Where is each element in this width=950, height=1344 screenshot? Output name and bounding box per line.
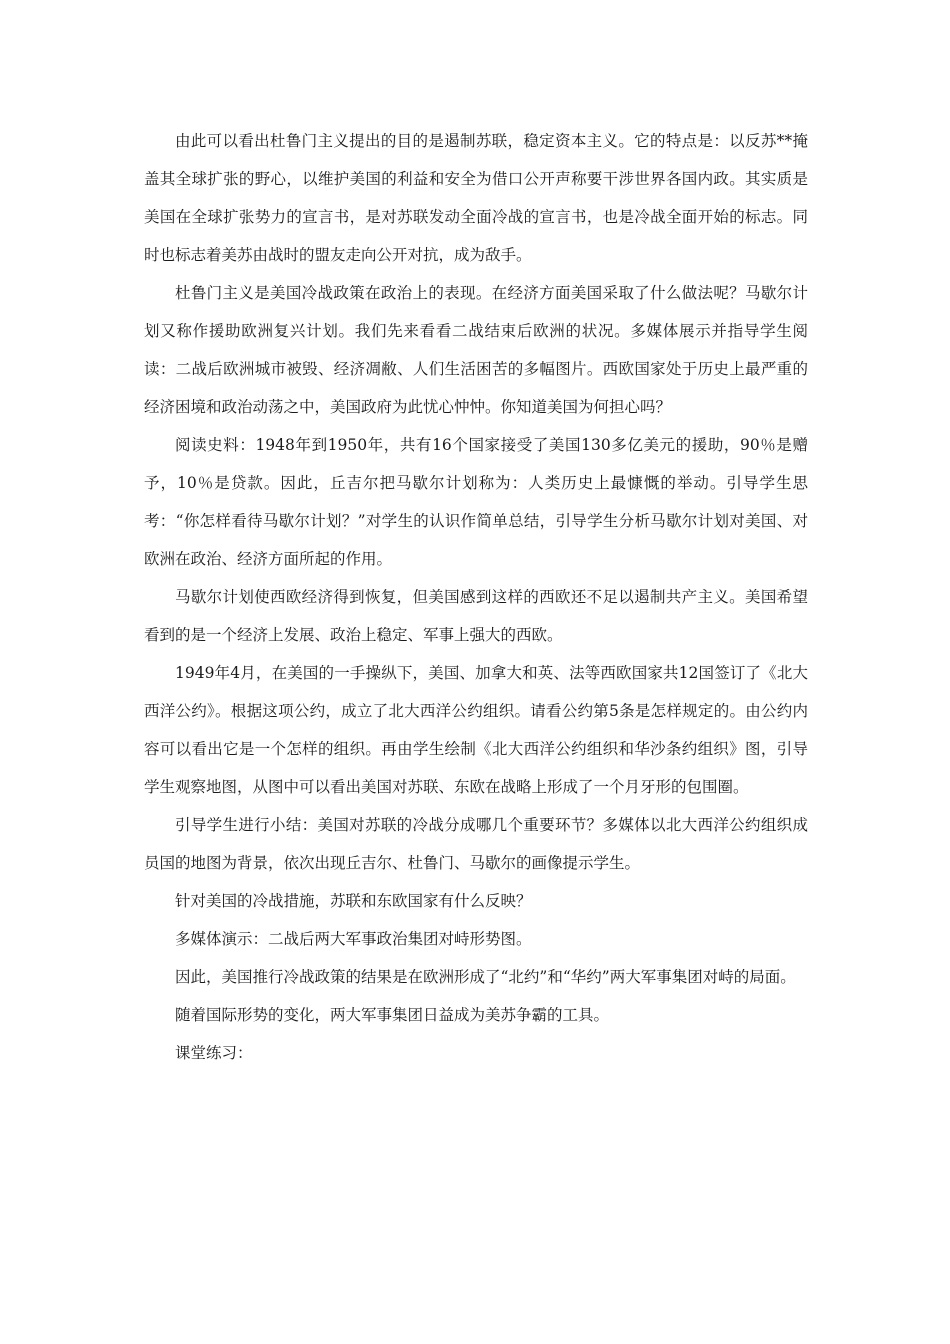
paragraph-military-blocs: 随着国际形势的变化，两大军事集团日益成为美苏争霸的工具。 — [175, 1006, 610, 1024]
paragraph-summary-guidance: 引导学生进行小结：美国对苏联的冷战分成哪几个重要环节？多媒体以北大西洋公约组织成员国的地图为背景，依次出现丘吉尔、杜鲁门、马歇尔的画像提示学生。 — [144, 816, 808, 872]
paragraph-historical-reading: 阅读史料：1948年到1950年，共有16个国家接受了美国130多亿美元的援助，90％是赠予，10％是贷款。因此，丘吉尔把马歇尔计划称为：人类历史上最慷慨的举动。引导学生思考：“你怎样看待马歇尔计划？”对学生的认识作简单总结，引导学生分析马歇尔计划对美国、对欧洲在政治、经济方面所起的作用。 — [144, 436, 808, 568]
paragraph-nato-founding: 1949年4月，在美国的一手操纵下，美国、加拿大和英、法等西欧国家共12国签订了《北大西洋公约》。根据这项公约，成立了北大西洋公约组织。请看公约第5条是怎样规定的。由公约内容可以看出它是一个怎样的组织。再由学生绘制《北大西洋公约组织和华沙条约组织》图，引导学生观察地图，从图中可以看出美国对苏联、东欧在战略上形成了一个月牙形的包围圈。 — [144, 664, 808, 796]
paragraph-truman-doctrine-purpose: 由此可以看出杜鲁门主义提出的目的是遏制苏联，稳定资本主义。它的特点是：以反苏**掩盖其全球扩张的野心，以维护美国的利益和安全为借口公开声称要干涉世界各国内政。其实质是美国在全球扩张势力的宣言书，是对苏联发动全面冷战的宣言书，也是冷战全面开始的标志。同时也标志着美苏由战时的盟友走向公开对抗，成为敌手。 — [144, 132, 808, 264]
paragraph-multimedia-demo: 多媒体演示：二战后两大军事政治集团对峙形势图。 — [175, 930, 532, 948]
paragraph-soviet-response-question: 针对美国的冷战措施，苏联和东欧国家有什么反映？ — [175, 892, 532, 910]
paragraph-cold-war-result: 因此，美国推行冷战政策的结果是在欧洲形成了“北约”和“华约”两大军事集团对峙的局面。 — [175, 968, 796, 986]
paragraph-marshall-plan-intro: 杜鲁门主义是美国冷战政策在政治上的表现。在经济方面美国采取了什么做法呢？马歇尔计划又称作援助欧洲复兴计划。我们先来看看二战结束后欧洲的状况。多媒体展示并指导学生阅读：二战后欧洲城市被毁、经济凋敝、人们生活困苦的多幅图片。西欧国家处于历史上最严重的经济困境和政治动荡之中，美国政府为此忧心忡忡。你知道美国为何担心吗？ — [144, 284, 808, 416]
document-body — [144, 122, 808, 1072]
paragraph-class-exercise: 课堂练习： — [175, 1044, 253, 1062]
paragraph-western-europe-recovery: 马歇尔计划使西欧经济得到恢复，但美国感到这样的西欧还不足以遏制共产主义。美国希望看到的是一个经济上发展、政治上稳定、军事上强大的西欧。 — [144, 588, 808, 644]
